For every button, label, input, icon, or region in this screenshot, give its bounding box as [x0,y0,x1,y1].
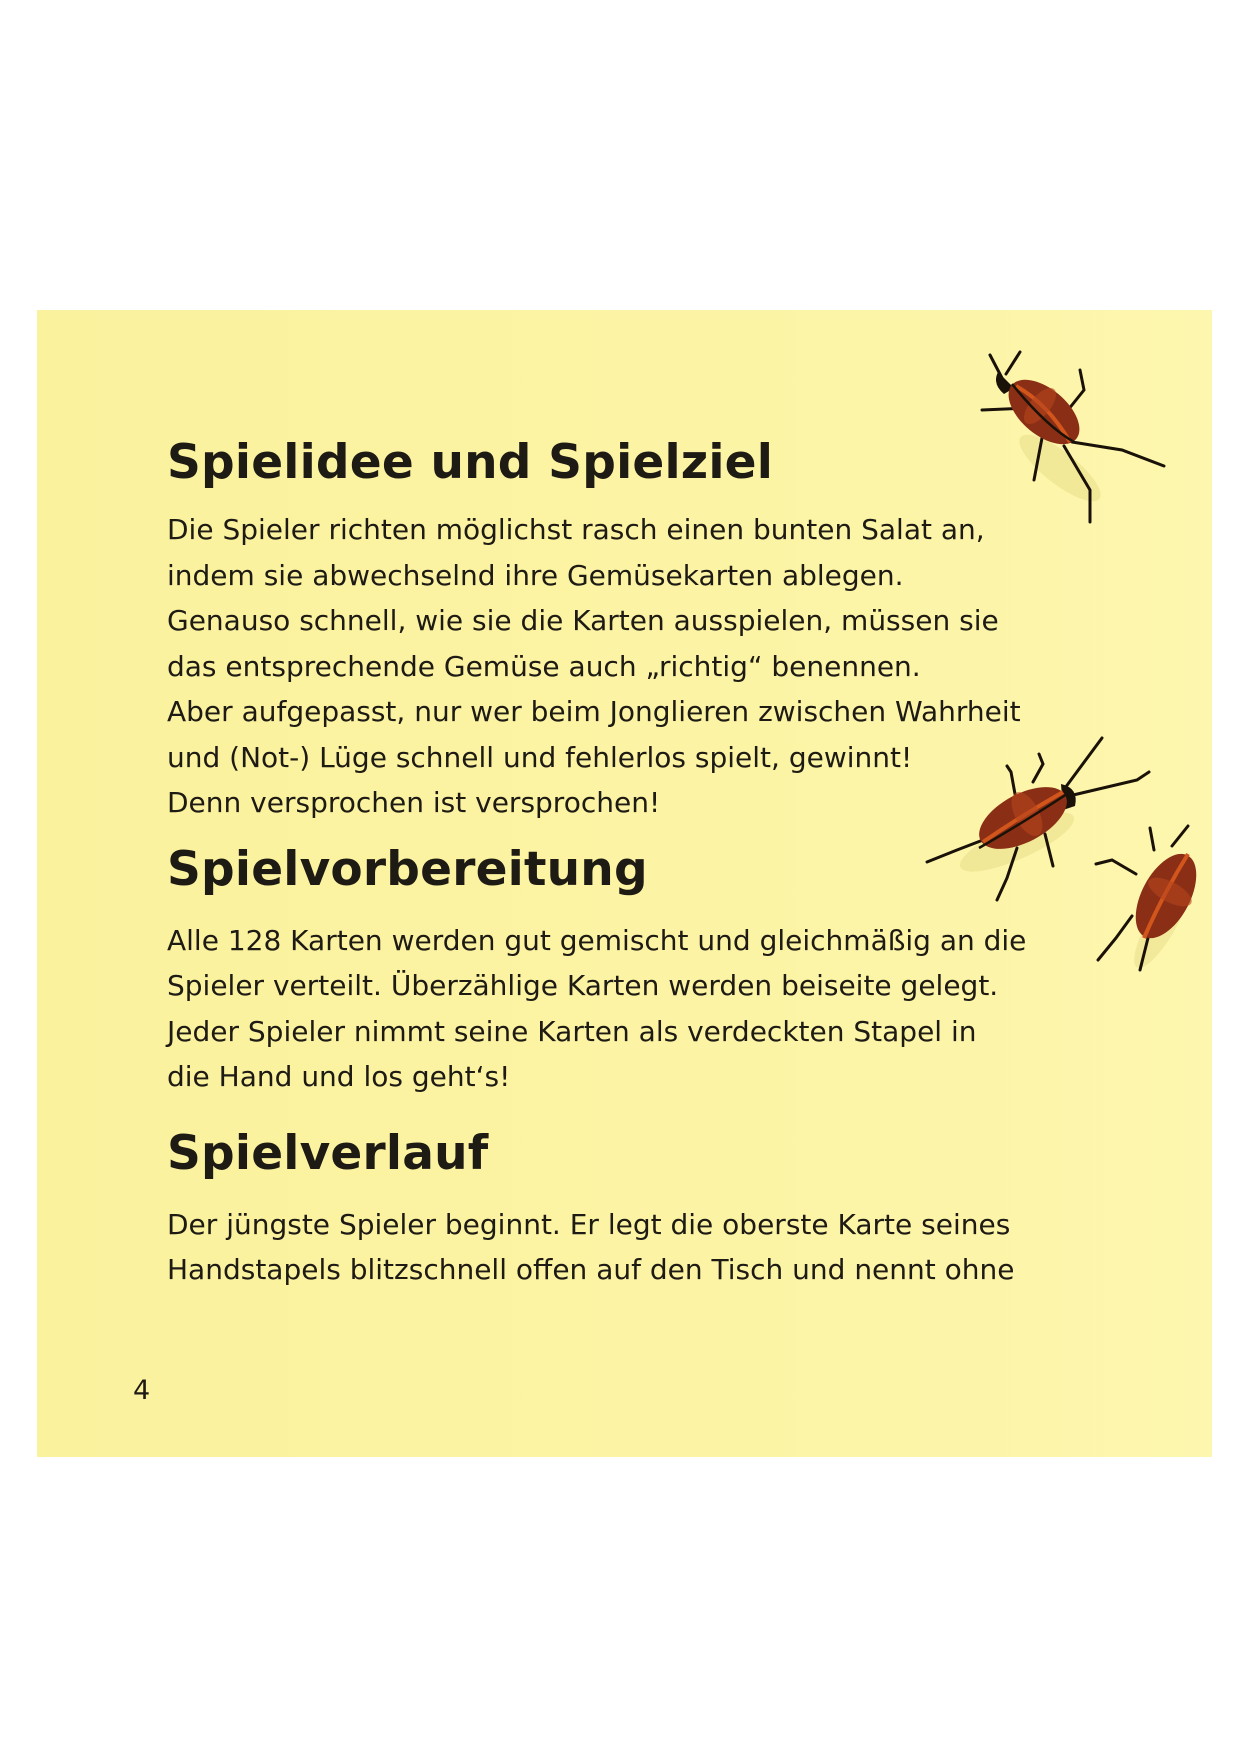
text-line: Der jüngste Spieler beginnt. Er legt die oberste Karte seines [167,1207,1011,1241]
text-line: Genauso schnell, wie sie die Karten ausspielen, müssen sie [167,604,999,637]
text-line: Die Spieler richten möglichst rasch einen bunten Salat an, [167,513,985,546]
text-line: die Hand und los geht‘s! [167,1060,511,1093]
text-line: und (Not-) Lüge schnell und fehlerlos spielt, gewinnt! [167,740,913,774]
text-line: Handstapels blitzschnell offen auf den Tisch und nennt ohne [167,1253,1015,1286]
section-text-spielverlauf [167,1202,1097,1293]
beetle-illustration [1092,820,1212,980]
text-line: Alle 128 Karten werden gut gemischt und gleichmäßig an die [167,923,1027,957]
beetle-illustration [972,350,1212,525]
text-line: Aber aufgepasst, nur wer beim Jonglieren zwischen Wahrheit [167,695,1021,728]
text-line: Jeder Spieler nimmt seine Karten als verdeckten Stapel in [167,1014,977,1048]
page-number: 4 [133,1375,151,1406]
section-heading-spielidee: Spielidee und Spielziel [167,435,774,490]
text-line: Spieler verteilt. Überzählige Karten werden beiseite gelegt. [167,969,999,1002]
section-heading-spielvorbereitung: Spielvorbereitung [167,841,648,897]
text-line: indem sie abwechselnd ihre Gemüsekarten ablegen. [167,558,904,592]
page-panel [37,310,1212,1457]
text-line: Denn versprochen ist versprochen! [167,786,661,819]
text-line: das entsprechende Gemüse auch „richtig“ benennen. [167,649,921,683]
section-text-spielvorbereitung [167,918,1097,1100]
section-heading-spielverlauf: Spielverlauf [167,1125,489,1181]
